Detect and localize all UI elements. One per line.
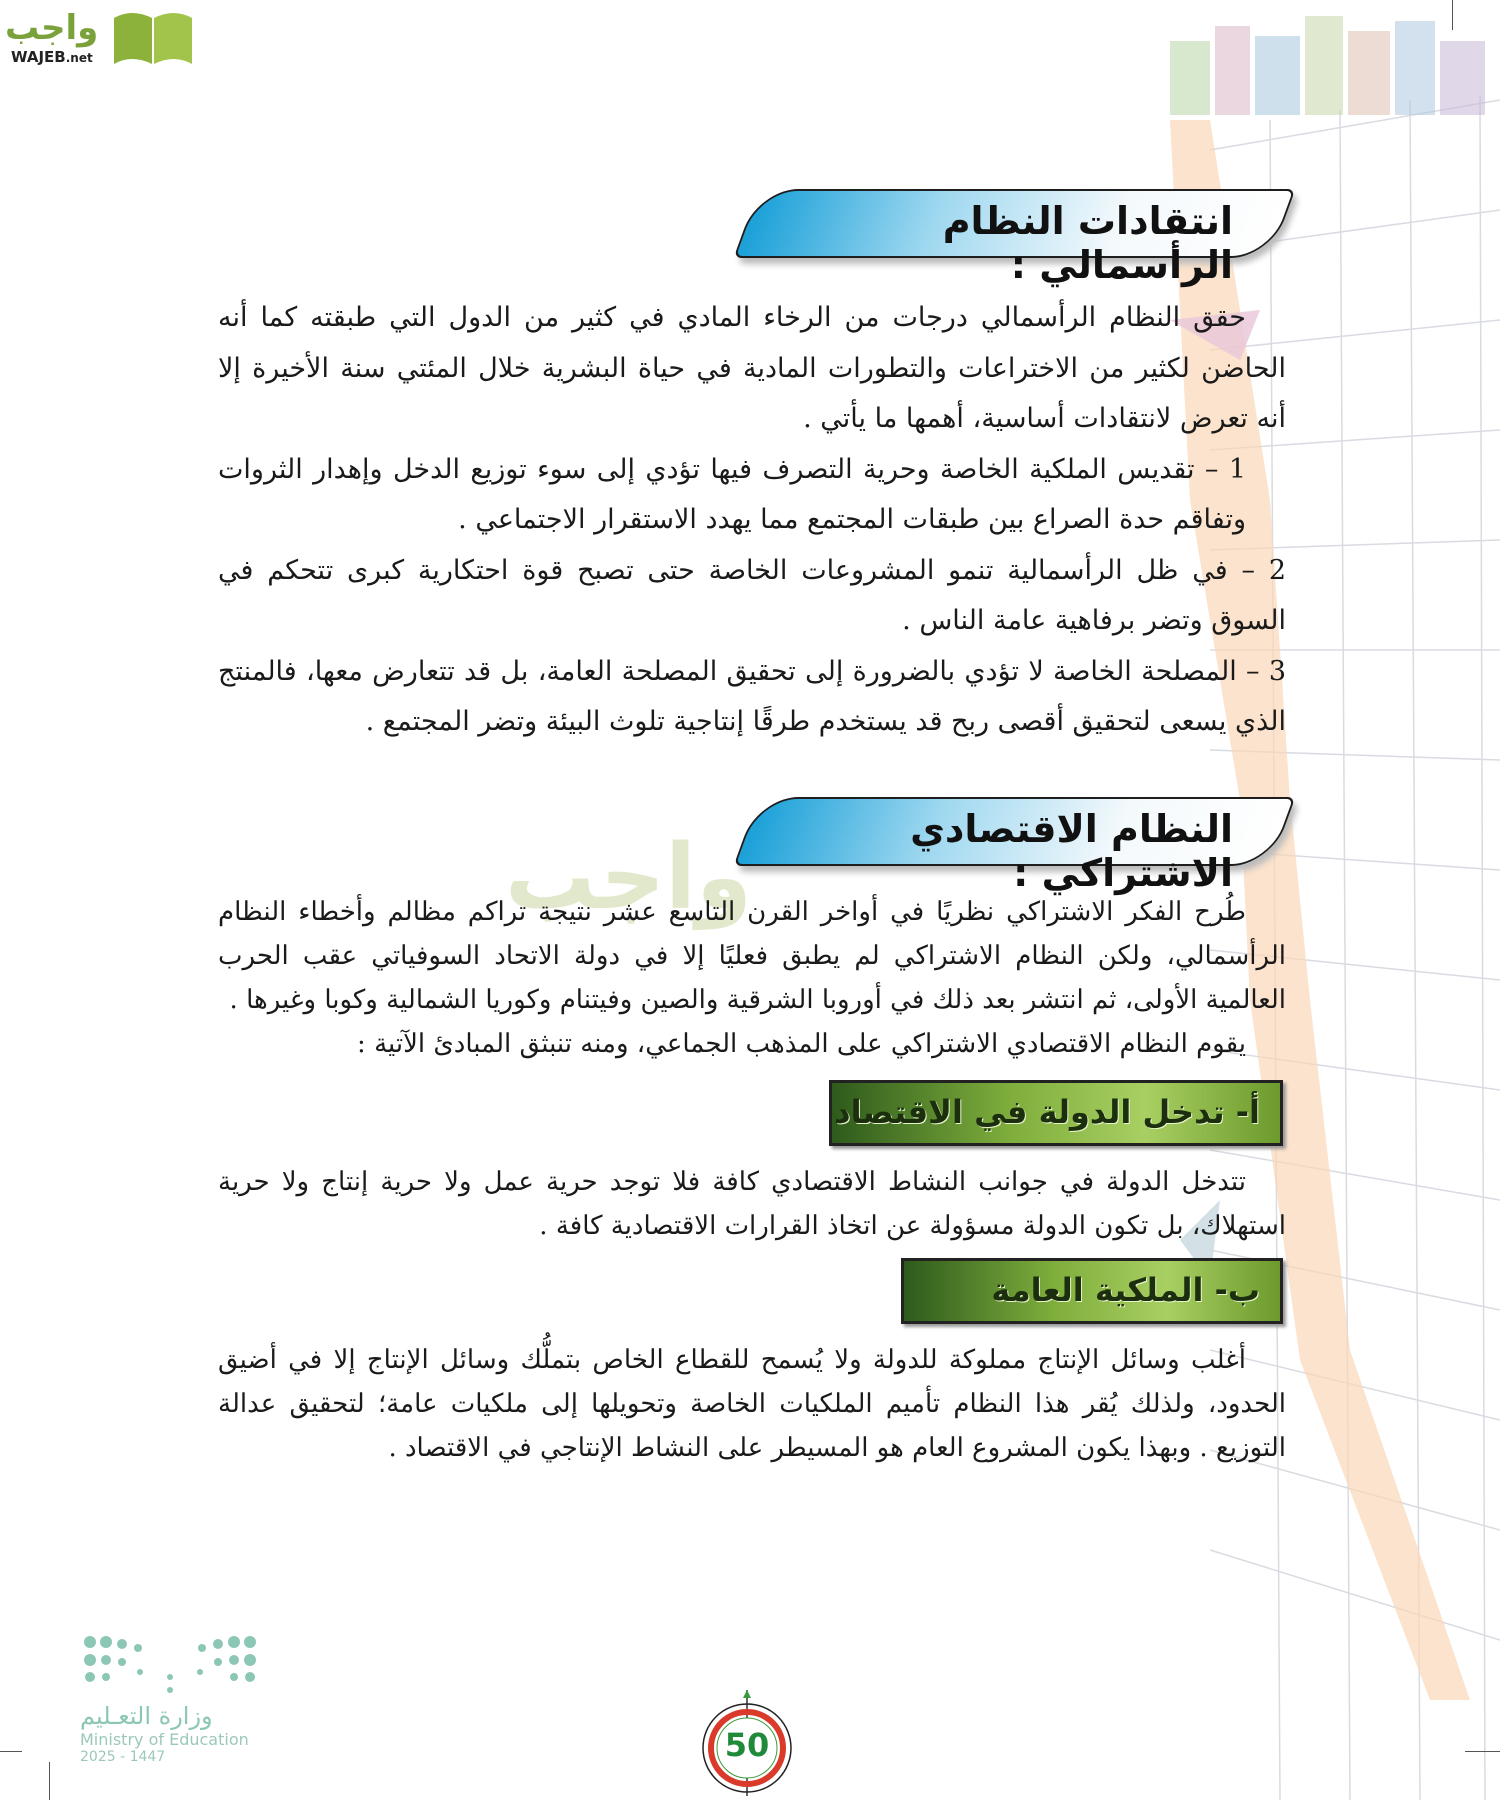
page-number: 50 — [724, 1726, 770, 1764]
ministry-year: 2025 - 1447 — [80, 1749, 166, 1765]
crop-mark — [0, 1751, 22, 1752]
ministry-dots-icon — [80, 1632, 265, 1694]
section1-intro: حقق النظام الرأسمالي درجات من الرخاء المادي في كثير من الدول التي طبقته كما أنه الحاضن لكثير من الاختراعات والتطورات المادية في حياة البشرية خلال المئتي سنة الأخيرة إلا أنه تعرض لانتقادات أساسية، أهمها ما يأتي . — [218, 302, 1286, 434]
wajeb-watermark: واجب — [505, 825, 752, 930]
logo-latin: WAJEB — [11, 48, 66, 66]
criticism-item: 3 – المصلحة الخاصة لا تؤدي بالضرورة إلى تحقيق المصلحة العامة، بل قد تتعارض معها، فالمنتج الذي يسعى لتحقيق أقصى ربح قد يستخدم طرقًا إنتاجية تلوث البيئة وتضر المجتمع . — [218, 655, 1286, 737]
logo-arabic: واجب — [5, 8, 99, 48]
section1-body — [218, 293, 1286, 748]
section-heading-socialism: النظام الاقتصادي الاشتراكي : — [746, 797, 1283, 866]
ministry-english: Ministry of Education — [80, 1730, 249, 1749]
section2-intro: طُرح الفكر الاشتراكي نظريًا في أواخر القرن التاسع عشر نتيجة تراكم مظالم وأخطاء النظام الرأسمالي، ولكن النظام الاشتراكي لم يطبق فعليًا إلا في دولة الاتحاد السوفياتي عقب الحرب العالمية الأولى، ثم انتشر بعد ذلك في أوروبا الشرقية والصين وفيتنام وكوريا الشمالية وكوبا وغيرها . — [218, 897, 1286, 1015]
state-intervention-text: تتدخل الدولة في جوانب النشاط الاقتصادي كافة فلا توجد حرية عمل ولا حرية إنتاج ولا حرية استهلاك، بل تكون الدولة مسؤولة عن اتخاذ القرارات الاقتصادية كافة . — [218, 1167, 1286, 1241]
page-number-badge — [697, 1688, 797, 1798]
crop-mark — [1452, 0, 1453, 30]
buildings-illustration — [1165, 11, 1492, 115]
criticism-item: 1 – تقديس الملكية الخاصة وحرية التصرف فيها تؤدي إلى سوء توزيع الدخل وإهدار الثروات وتفاقم حدة الصراع بين طبقات المجتمع مما يهدد الاستقرار الاجتماعي . — [218, 453, 1246, 535]
subheading-public-ownership: ب- الملكية العامة — [901, 1258, 1283, 1324]
public-ownership-text: أغلب وسائل الإنتاج مملوكة للدولة ولا يُسمح للقطاع الخاص بتملُّك وسائل الإنتاج إلا في أضيق الحدود، ولذلك يُقر هذا النظام تأميم الملكيات الخاصة وتحويلها إلى ملكيات عامة؛ لتحقيق عدالة التوزيع . وبهذا يكون المشروع العام هو المسيطر على النشاط الإنتاجي في الاقتصاد . — [218, 1345, 1286, 1463]
ministry-arabic: وزارة التعـليم — [80, 1702, 213, 1730]
section2-body — [218, 890, 1286, 1470]
book-icon — [110, 8, 195, 66]
ministry-logo — [80, 1632, 270, 1797]
principles-intro: يقوم النظام الاقتصادي الاشتراكي على المذهب الجماعي، ومنه تنبثق المبادئ الآتية : — [357, 1029, 1246, 1059]
section-heading-capitalism-criticism: انتقادات النظام الرأسمالي : — [746, 189, 1283, 258]
crop-mark — [1465, 1751, 1500, 1752]
crop-mark — [49, 1762, 50, 1800]
criticism-item: 2 – في ظل الرأسمالية تنمو المشروعات الخاصة حتى تصبح قوة احتكارية كبرى تتحكم في السوق وتضر برفاهية عامة الناس . — [218, 554, 1286, 636]
logo-suffix: .net — [65, 51, 93, 65]
wajeb-logo[interactable] — [5, 8, 195, 70]
subheading-state-intervention: أ- تدخل الدولة في الاقتصاد — [829, 1080, 1283, 1146]
